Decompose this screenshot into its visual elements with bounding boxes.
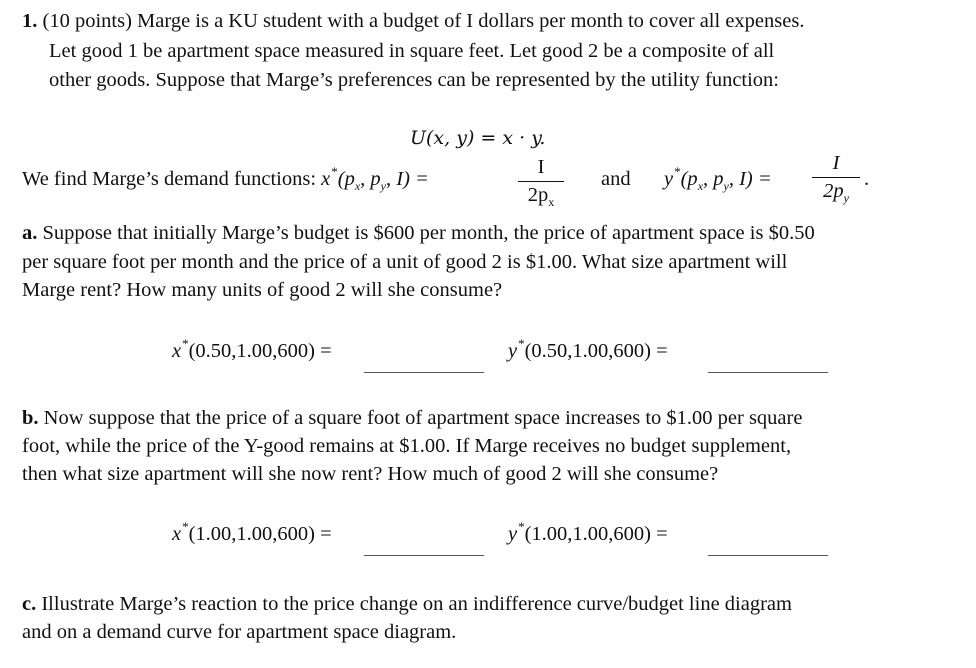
part-c-label: c.: [22, 593, 37, 615]
part-b-y-expression: y*(1.00,1.00,600) =: [508, 519, 668, 545]
x-demand-expression: $x^*(p_x$, $p_y$, I) =: [321, 164, 429, 193]
part-a-line-1: a. Suppose that initially Marge’s budget is $600 per month, the price of apartment space is $0.50: [22, 222, 815, 244]
part-c-line-1: c. Illustrate Marge’s reaction to the price change on an indifference curve/budget line diagram: [22, 593, 792, 615]
y-fraction-denominator: $2p_y$: [823, 180, 849, 205]
part-c-line-2: and on a demand curve for apartment space diagram.: [22, 621, 457, 643]
part-a-y-answer-blank[interactable]: [708, 372, 828, 373]
demand-lead-text: We find Marge’s demand functions:: [22, 168, 317, 190]
intro-text-3: other goods. Suppose that Marge’s preferences can be represented by the utility function:: [49, 69, 780, 91]
part-a-x-answer-blank[interactable]: [364, 372, 484, 373]
part-b-x-expression: x*(1.00,1.00,600) =: [172, 519, 332, 545]
part-b-y-answer-blank[interactable]: [708, 555, 828, 556]
part-b-x-answer-blank[interactable]: [364, 555, 484, 556]
part-a-line-3: Marge rent? How many units of good 2 will she consume?: [22, 279, 503, 301]
and-word: and: [601, 168, 631, 190]
x-demand-fraction: [518, 156, 564, 207]
y-demand-fraction: [812, 152, 860, 203]
intro-text-1: Marge is a KU student with a budget of I dollars per month to cover all expenses.: [137, 10, 805, 32]
part-a-line-2: per square foot per month and the price of a unit of good 2 is $1.00. What size apartment will: [22, 251, 788, 273]
problem-header-line: [22, 10, 804, 33]
part-a-x-expression: x*(0.50,1.00,600) =: [172, 336, 332, 362]
demand-functions-line: [22, 164, 429, 193]
part-b-line-1: b. Now suppose that the price of a square foot of apartment space increases to $1.00 per square: [22, 407, 803, 429]
x-fraction-numerator: I: [537, 156, 545, 178]
part-b-line-2: foot, while the price of the Y-good remains at $1.00. If Marge receives no budget supplement,: [22, 435, 792, 457]
part-b-line-3: then what size apartment will she now rent? How much of good 2 will she consume?: [22, 463, 719, 485]
utility-function: U(x, y) = x · y.: [410, 127, 546, 149]
part-a-y-expression: y*(0.50,1.00,600) =: [508, 336, 668, 362]
x-fraction-denominator: $2p_x$: [527, 184, 555, 209]
part-b-label: b.: [22, 407, 39, 429]
problem-number: 1.: [22, 10, 38, 32]
problem-points: (10 points): [42, 10, 132, 32]
intro-text-2: Let good 1 be apartment space measured in square feet. Let good 2 be a composite of all: [49, 40, 775, 62]
part-a-label: a.: [22, 222, 38, 244]
y-demand-expression: $y^*(p_x$, $p_y$, I) =: [664, 164, 772, 193]
y-fraction-numerator: I: [832, 152, 840, 174]
